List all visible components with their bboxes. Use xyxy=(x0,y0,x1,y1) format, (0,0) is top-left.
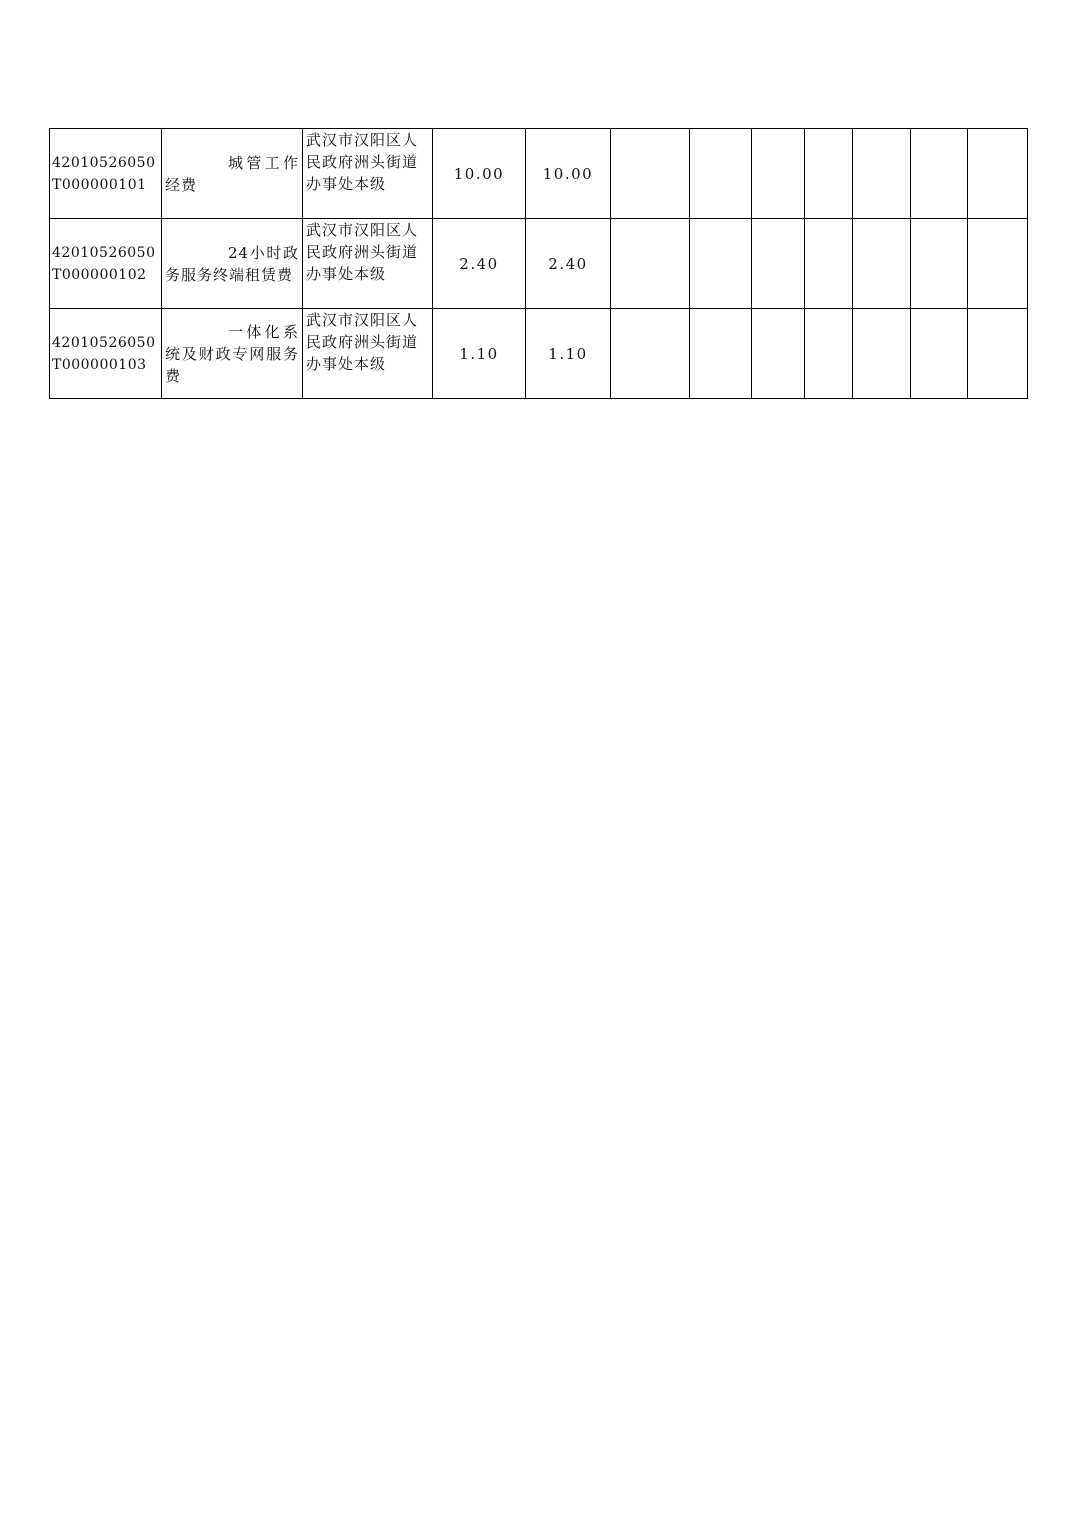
total-amount: 1.10 xyxy=(433,309,526,399)
project-code: 42010526050T000000103 xyxy=(50,309,162,399)
project-name: 城管工作经费 xyxy=(162,129,303,219)
table-row xyxy=(50,129,1028,219)
empty-cell xyxy=(911,219,968,309)
empty-cell xyxy=(911,129,968,219)
unit-name: 武汉市汉阳区人民政府洲头街道办事处本级 xyxy=(303,309,433,399)
total-amount: 2.40 xyxy=(433,219,526,309)
fund-amount: 2.40 xyxy=(526,219,611,309)
unit-name: 武汉市汉阳区人民政府洲头街道办事处本级 xyxy=(303,129,433,219)
empty-cell xyxy=(611,129,690,219)
table-row xyxy=(50,219,1028,309)
empty-cell xyxy=(911,309,968,399)
fund-amount: 10.00 xyxy=(526,129,611,219)
empty-cell xyxy=(752,129,805,219)
project-code: 42010526050T000000101 xyxy=(50,129,162,219)
unit-name: 武汉市汉阳区人民政府洲头街道办事处本级 xyxy=(303,219,433,309)
empty-cell xyxy=(690,309,752,399)
empty-cell xyxy=(611,219,690,309)
empty-cell xyxy=(805,219,853,309)
project-code: 42010526050T000000102 xyxy=(50,219,162,309)
empty-cell xyxy=(853,309,911,399)
table-row xyxy=(50,309,1028,399)
empty-cell xyxy=(805,309,853,399)
empty-cell xyxy=(968,219,1028,309)
fund-amount: 1.10 xyxy=(526,309,611,399)
empty-cell xyxy=(690,219,752,309)
empty-cell xyxy=(853,129,911,219)
empty-cell xyxy=(690,129,752,219)
empty-cell xyxy=(611,309,690,399)
total-amount: 10.00 xyxy=(433,129,526,219)
empty-cell xyxy=(752,219,805,309)
project-budget-table xyxy=(49,128,1028,399)
project-name: 24小时政务服务终端租赁费 xyxy=(162,219,303,309)
empty-cell xyxy=(752,309,805,399)
empty-cell xyxy=(968,129,1028,219)
empty-cell xyxy=(805,129,853,219)
empty-cell xyxy=(853,219,911,309)
project-name: 一体化系统及财政专网服务费 xyxy=(162,309,303,399)
empty-cell xyxy=(968,309,1028,399)
